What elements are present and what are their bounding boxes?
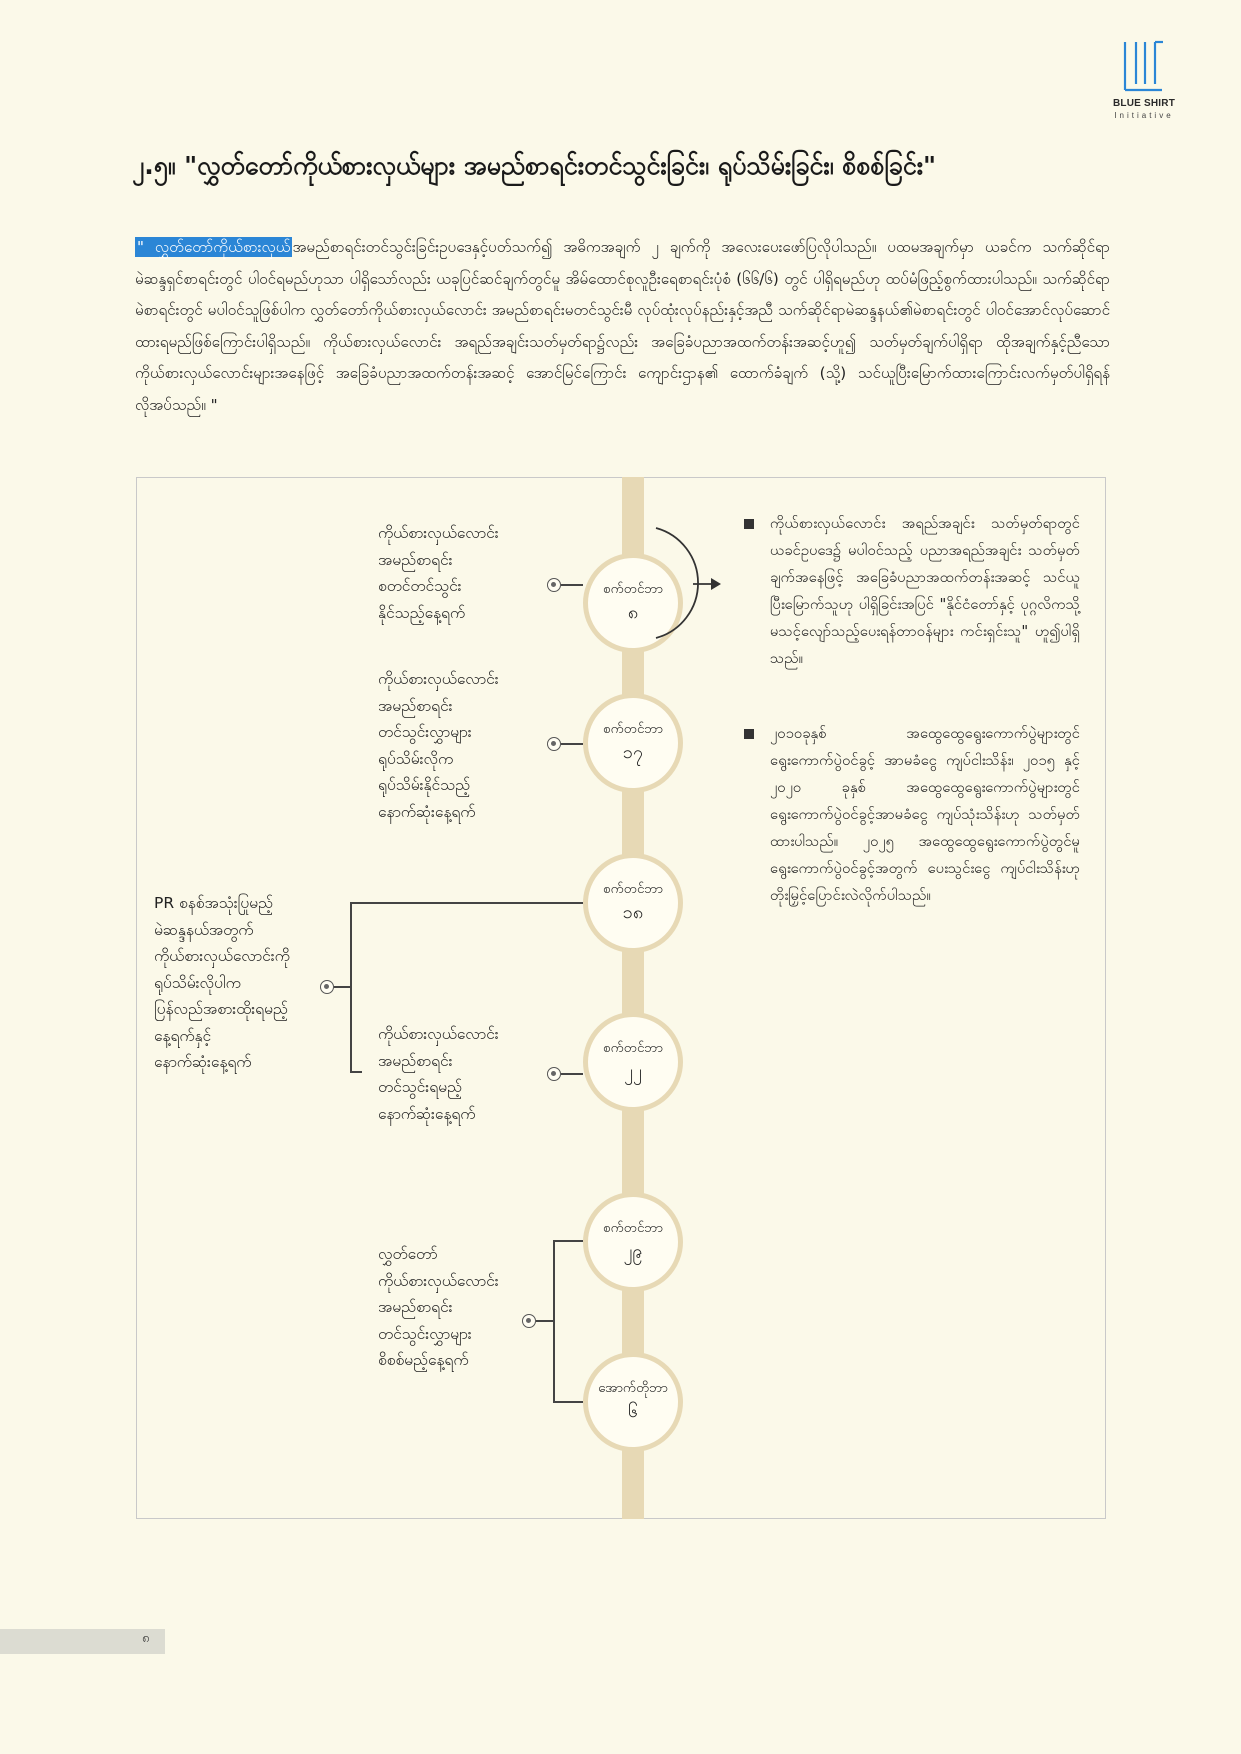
node-month: စက်တင်ဘာ (603, 881, 663, 897)
bracket-line (350, 1071, 362, 1073)
timeline-label-start-submission: ကိုယ်စားလှယ်လောင်း အမည်စာရင်း စတင်တင်သွင်း နိုင်သည့်နေ့ရက် (378, 524, 499, 622)
node-day: ၆ (627, 1401, 639, 1422)
bullet-square-icon (744, 729, 754, 739)
bracket-arrow-icon (645, 525, 725, 645)
connector-line (561, 584, 583, 586)
timeline-node-sep-29 (583, 1192, 683, 1292)
intro-text: အမည်စာရင်းတင်သွင်းခြင်းဥပဒေနှင့်ပတ်သက်၍ အဓိကအချက် ၂ ချက်ကို အလေးပေးဖော်ပြလိုပါသည်။ ပထမအချက်မှာ ယခင်က သက်ဆိုင်ရာ မဲဆန္ဒရှင်စာရင်းတွင် ပါဝင်ရမည်ဟုသာ ပါရှိသော်လည်း ယခုပြင်ဆင်ချက်တွင်မူ အိမ်ထောင်စုလူဦးရေစာရင်းပုံစံ (၆၆/၆) တွင် ပါရှိရမည်ဟု ထပ်မံဖြည့်စွက်ထားပါသည်။ သက်ဆိုင်ရာမဲစာရင်းတွင် မပါဝင်သူဖြစ်ပါက လွှတ်တော်ကိုယ်စားလှယ်လောင်း အမည်စာရင်းမတင်သွင်းမီ လုပ်ထုံးလုပ်နည်းနှင့်အညီ သက်ဆိုင်ရာမဲဆန္ဒနယ်၏မဲစာရင်းတွင် ပါဝင်အောင်လုပ်ဆောင်ထားရမည်ဖြစ်ကြောင်းပါရှိသည်။ ကိုယ်စားလှယ်လောင်း အရည်အချင်းသတ်မှတ်ရာ၌လည်း အခြေခံပညာအထက်တန်းအဆင့်ဟူ၍ သတ်မှတ်ချက်ပါရှိရာ ထိုအချက်နှင့်ညီသော ကိုယ်စားလှယ်လောင်းများအနေဖြင့် အခြေခံပညာအထက်တန်းအဆင့် အောင်မြင်ကြောင်း ကျောင်းဌာန၏ ထောက်ခံချက် (သို့) သင်ယူပြီးမြောက်ထားကြောင်းလက်မှတ်ပါရှိရန် လိုအပ်သည်။ " (135, 238, 1110, 414)
logo-brand: BLUE SHIRT (1113, 98, 1175, 109)
connector-dot (522, 1314, 536, 1328)
node-month: စက်တင်ဘာ (603, 581, 663, 597)
node-month: စက်တင်ဘာ (603, 1220, 663, 1236)
timeline-label-pr-replacement: PR စနစ်အသုံးပြုမည့် မဲဆန္ဒနယ်အတွက် ကိုယ်စားလှယ်လောင်းကို ရုပ်သိမ်းလိုပါက ပြန်လည်အစားထိုးရမည့် နေ့ရက်နှင့် နောက်ဆုံးနေ့ရက် (154, 894, 290, 1071)
node-day: ၂၂ (624, 1061, 642, 1082)
logo-subtitle: Initiative (1114, 111, 1174, 120)
bullet-text: ကိုယ်စားလှယ်လောင်း အရည်အချင်း သတ်မှတ်ရာတွင် ယခင်ဥပဒေ၌ မပါဝင်သည့် ပညာအရည်အချင်း သတ်မှတ်ချက်အနေဖြင့် အခြေခံပညာအထက်တန်းအဆင့် သင်ယူပြီးမြောက်သူဟု ပါရှိခြင်းအပြင် "နိုင်ငံတော်နှင့် ပုဂ္ဂလိကသို့ မသင့်လျော်သည့်ပေးရန်တာဝန်များ ကင်းရှင်းသူ" ဟူ၍ပါရှိသည်။ (770, 515, 1080, 667)
bullet-text: ၂၀၁၀ခုနှစ် အထွေထွေရွေးကောက်ပွဲများတွင် ရွေးကောက်ပွဲဝင်ခွင့် အာမခံငွေ ကျပ်ငါးသိန်း၊ ၂၀၁၅ နှင့် ၂၀၂၀ ခုနှစ် အထွေထွေရွေးကောက်ပွဲများတွင် ရွေးကောက်ပွဲဝင်ခွင့်အာမခံငွေ ကျပ်သုံးသိန်းဟု သတ်မှတ်ထားပါသည်။ ၂၀၂၅ အထွေထွေရွေးကောက်ပွဲတွင်မူ ရွေးကောက်ပွဲဝင်ခွင့်အတွက် ပေးသွင်းငွေ ကျပ်ငါးသိန်းဟု တိုးမြှင့်ပြောင်းလဲလိုက်ပါသည်။ (770, 725, 1080, 904)
timeline-node-oct-6 (583, 1352, 683, 1452)
bracket-line (350, 902, 352, 1072)
bullet-item (744, 720, 1080, 909)
node-month: အောက်တိုဘာ (598, 1380, 668, 1396)
node-month: စက်တင်ဘာ (603, 1040, 663, 1056)
node-day: ၈ (627, 602, 639, 623)
connector-line (561, 1073, 583, 1075)
bracket-line (553, 1401, 583, 1403)
timeline-label-submission-deadline: ကိုယ်စားလှယ်လောင်း အမည်စာရင်း တင်သွင်းရမည့် နောက်ဆုံးနေ့ရက် (378, 1025, 499, 1123)
bracket-line (350, 902, 583, 904)
footer-bar (0, 1629, 165, 1654)
connector-dot (547, 737, 561, 751)
section-heading: ၂.၅။ "လွှတ်တော်ကိုယ်စားလှယ်များ အမည်စာရင်းတင်သွင်းခြင်း၊ ရုပ်သိမ်းခြင်း၊ စိစစ်ခြင်း" (132, 151, 937, 180)
timeline-node-sep-22 (583, 1012, 683, 1112)
connector-dot (547, 1067, 561, 1081)
bullet-item (744, 510, 1080, 672)
bracket-line (553, 1240, 555, 1402)
node-day: ၂၉ (623, 1241, 643, 1262)
connector-line (536, 1320, 554, 1322)
connector-line (561, 743, 583, 745)
node-day: ၁၈ (622, 902, 644, 923)
node-day: ၁၇ (622, 742, 644, 763)
connector-dot (320, 980, 334, 994)
page-number: ၈ (142, 1631, 150, 1646)
intro-paragraph (135, 232, 1110, 421)
highlighted-term[interactable]: " လွှတ်တော်ကိုယ်စားလှယ် (137, 238, 291, 256)
bullet-square-icon (744, 519, 754, 529)
node-month: စက်တင်ဘာ (603, 721, 663, 737)
connector-line (334, 986, 350, 988)
timeline-label-withdrawal-deadline: ကိုယ်စားလှယ်လောင်း အမည်စာရင်း တင်သွင်းလွှာများ ရုပ်သိမ်းလိုက ရုပ်သိမ်းနိုင်သည့် နောက်ဆုံးနေ့ရက် (378, 670, 499, 821)
bracket-line (553, 1240, 583, 1242)
timeline-label-scrutiny: လွှတ်တော် ကိုယ်စားလှယ်လောင်း အမည်စာရင်း တင်သွင်းလွှာများ စိစစ်မည့်နေ့ရက် (378, 1245, 499, 1369)
connector-dot (547, 578, 561, 592)
timeline-node-sep-17 (583, 693, 683, 793)
timeline-node-sep-18 (583, 853, 683, 953)
logo-icon (1122, 40, 1166, 92)
logo (1104, 40, 1184, 124)
